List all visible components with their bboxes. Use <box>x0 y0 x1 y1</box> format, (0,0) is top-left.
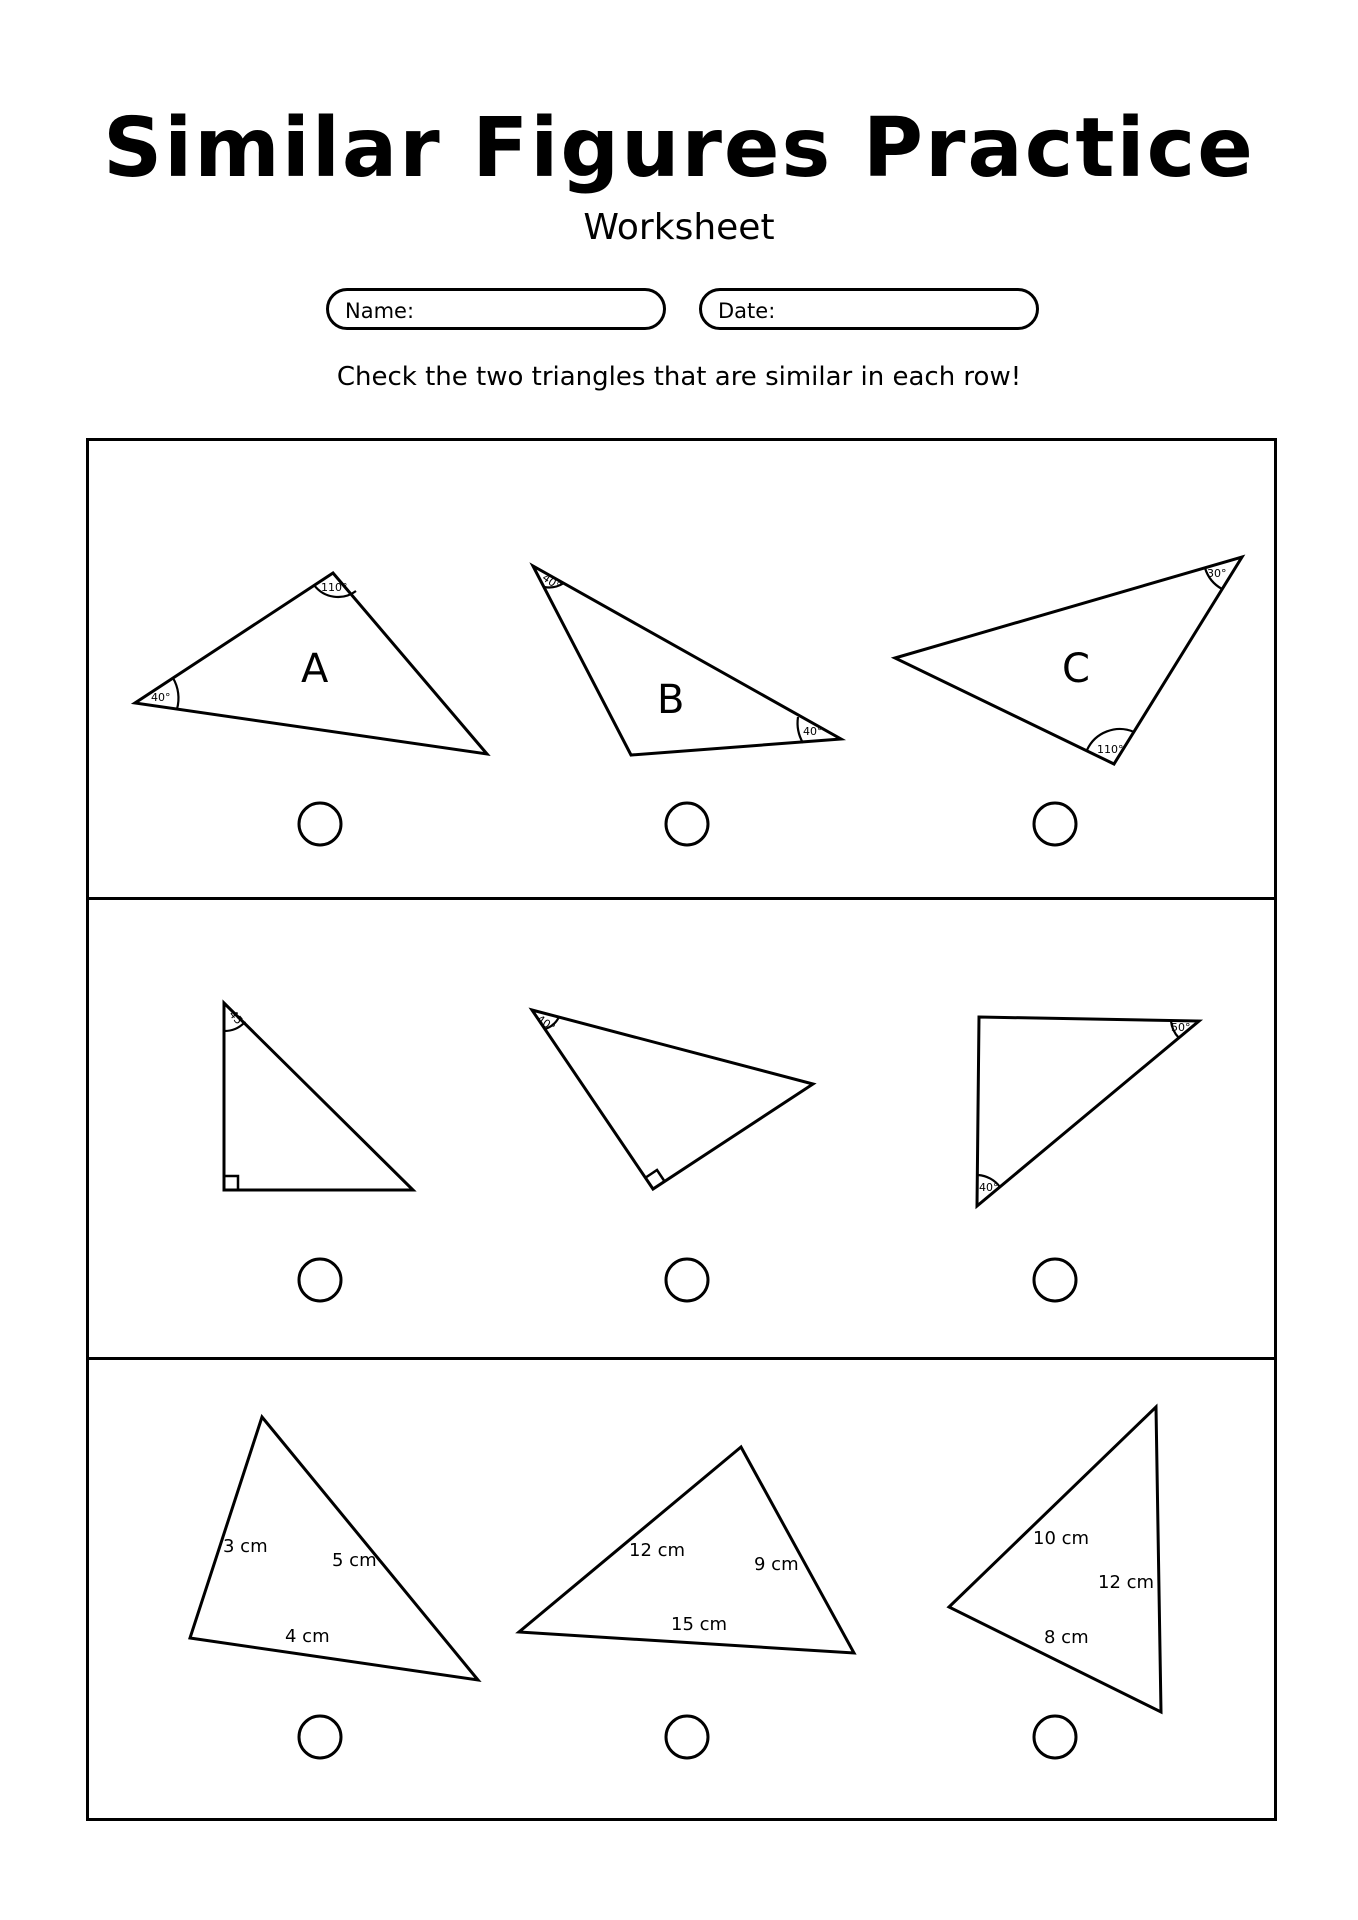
date-field[interactable] <box>699 288 1039 330</box>
answer-circle-3a[interactable] <box>299 1716 341 1758</box>
angle-label: 45° <box>226 1007 249 1032</box>
answer-circle-2a[interactable] <box>299 1259 341 1301</box>
triangle-1b <box>533 566 841 755</box>
angle-arc <box>173 678 178 709</box>
answer-circle-1c[interactable] <box>1034 803 1076 845</box>
row-3-figures <box>89 1360 1280 1824</box>
answer-circle-3c[interactable] <box>1034 1716 1076 1758</box>
name-input[interactable] <box>419 297 647 325</box>
worksheet-subtitle: Worksheet <box>583 207 775 248</box>
answer-circle-2b[interactable] <box>666 1259 708 1301</box>
angle-label: 40° <box>534 1012 558 1035</box>
side-length-label: 12 cm <box>1098 1572 1155 1593</box>
angle-label: 40° <box>803 725 823 738</box>
answer-circle-2c[interactable] <box>1034 1259 1076 1301</box>
triangle-2c <box>977 1017 1199 1206</box>
row-2-figures <box>89 900 1280 1363</box>
triangle-letter: A <box>301 646 329 692</box>
row-1-figures <box>89 441 1280 903</box>
angle-label: 40° <box>539 571 564 593</box>
angle-label: 110° <box>321 581 348 594</box>
date-input[interactable] <box>792 297 1020 325</box>
triangle-letter: B <box>657 677 685 723</box>
name-label: Name: <box>345 299 415 323</box>
answer-circle-1a[interactable] <box>299 803 341 845</box>
triangle-letter: C <box>1062 646 1090 692</box>
right-angle-mark <box>224 1176 238 1190</box>
answer-circle-3b[interactable] <box>666 1716 708 1758</box>
side-length-label: 5 cm <box>332 1550 377 1571</box>
angle-label: 110° <box>1097 743 1124 756</box>
date-label: Date: <box>718 299 776 323</box>
angle-label: 40° <box>151 691 171 704</box>
name-field[interactable] <box>326 288 666 330</box>
side-length-label: 10 cm <box>1033 1528 1090 1549</box>
side-length-label: 15 cm <box>671 1614 728 1635</box>
side-length-label: 4 cm <box>285 1626 330 1647</box>
side-length-label: 9 cm <box>754 1554 799 1575</box>
worksheet-title: Similar Figures Practice <box>103 101 1255 196</box>
triangle-3c <box>949 1407 1161 1712</box>
side-length-label: 8 cm <box>1044 1627 1089 1648</box>
row-3-panel <box>86 1357 1277 1821</box>
angle-label: 30° <box>1207 567 1227 580</box>
angle-label: 50° <box>1171 1021 1191 1034</box>
side-length-label: 3 cm <box>223 1536 268 1557</box>
row-2-panel <box>86 897 1277 1360</box>
instructions: Check the two triangles that are similar in each row! <box>336 362 1022 392</box>
row-1-panel <box>86 438 1277 900</box>
angle-label: 40° <box>979 1181 999 1194</box>
triangle-2b <box>532 1010 813 1189</box>
triangle-2a <box>224 1003 413 1190</box>
side-length-label: 12 cm <box>629 1540 686 1561</box>
answer-circle-1b[interactable] <box>666 803 708 845</box>
